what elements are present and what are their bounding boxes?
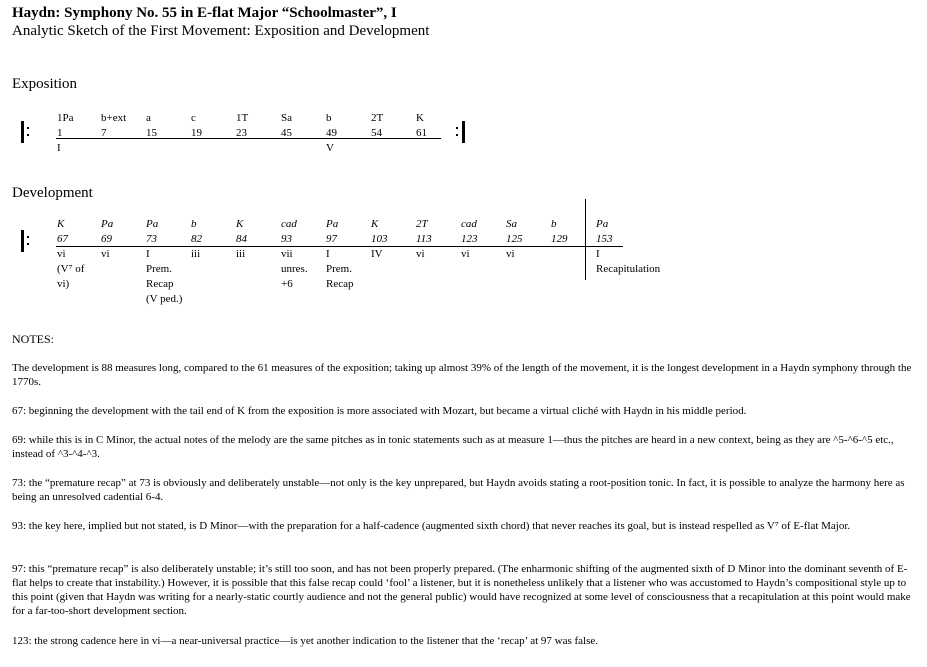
- measure-number: 84: [236, 233, 247, 245]
- section-label: b+ext: [101, 112, 127, 124]
- development-column: [281, 217, 308, 292]
- exposition-column: [416, 111, 427, 156]
- harmony-label: vi: [101, 248, 110, 260]
- key-label: [281, 141, 292, 156]
- exposition-column: [146, 111, 157, 156]
- note-paragraph: 97: this “premature recap” is also deliberately unstable; it’s still too soon, and has not been properly prepared. (The enharmonic shifting of the augmented sixth of D Minor into the dominant seventh of E-flat helps to create that instability.) However, it is possible that this false recap could ‘fool’ a listener, but it is nonetheless unlikely that a listener who was accustomed to Haydn’s compositional style up to this point (given that Haydn was writing for a nearly-static courtly audience and not the general public) would have recognized at some level of consciousness that a recapitulation at this point would make for a far-too-short development section.: [12, 563, 911, 617]
- section-label: b: [551, 218, 557, 230]
- measure-number: 49: [326, 127, 337, 139]
- section-label: Pa: [101, 218, 114, 230]
- harmony-label: iii: [236, 248, 246, 260]
- section-label: Pa: [146, 218, 159, 230]
- measure-number: 45: [281, 127, 292, 139]
- harmony-label: Recap: [326, 278, 354, 290]
- section-label: 2T: [416, 218, 428, 230]
- section-label: 1T: [236, 112, 249, 124]
- harmony-label: (V ped.): [146, 293, 183, 305]
- harmony-label: vi: [506, 248, 515, 260]
- page-subtitle: Analytic Sketch of the First Movement: Exposition and Development: [12, 23, 430, 39]
- development-column: [506, 217, 523, 262]
- section-label: Sa: [281, 112, 292, 124]
- note-paragraph: 123: the strong cadence here in vi—a near-universal practice—is yet another indication to the listener that the ‘recap’ at 97 was false.: [12, 635, 599, 647]
- development-column: [461, 217, 478, 262]
- exposition-column: [326, 111, 337, 156]
- note-paragraph: 67: beginning the development with the tail end of K from the exposition is more associated with Mozart, but became a virtual cliché with Haydn in his middle period.: [12, 405, 747, 417]
- development-column: [371, 217, 388, 262]
- harmony-label: vi): [57, 278, 70, 290]
- key-label: [101, 141, 126, 156]
- section-label: Pa: [326, 218, 339, 230]
- measure-number: 15: [146, 127, 157, 139]
- key-label: [416, 141, 427, 156]
- note-paragraph: 73: the “premature recap” at 73 is obviously and deliberately unstable—not only is the key unprepared, but Haydn avoids stating a root-position tonic. In fact, it is possible to analyze the harmony here as being an unresolved cadential 6-4.: [12, 477, 905, 503]
- section-label: cad: [281, 218, 297, 230]
- development-column: [57, 217, 84, 292]
- key-label: [191, 141, 202, 156]
- note-paragraph: 93: the key here, implied but not stated, is D Minor—with the preparation for a half-cadence (augmented sixth chord) that never reaches its goal, but is instead respelled as V⁷ of E-flat Major.: [12, 520, 851, 532]
- harmony-label: Prem.: [326, 263, 352, 275]
- harmony-label: vi: [416, 248, 425, 260]
- key-label: [146, 141, 157, 156]
- harmony-label: unres.: [281, 263, 308, 275]
- measure-number: 113: [416, 233, 432, 245]
- exposition-column: [191, 111, 202, 156]
- section-label: cad: [461, 218, 477, 230]
- exposition-heading: Exposition: [12, 76, 78, 92]
- exposition-column: [281, 111, 292, 156]
- harmony-label: Recap: [146, 278, 174, 290]
- page-title: Haydn: Symphony No. 55 in E-flat Major “Schoolmaster”, I: [12, 5, 397, 21]
- development-column: [236, 217, 247, 262]
- development-heading: Development: [12, 185, 93, 201]
- section-label: K: [416, 112, 424, 124]
- harmony-label: IV: [371, 248, 383, 260]
- measure-number: 1: [57, 127, 63, 139]
- harmony-label: I: [326, 248, 330, 260]
- measure-number: 103: [371, 233, 388, 245]
- harmony-label: vi: [57, 248, 66, 260]
- measure-number: 54: [371, 127, 382, 139]
- exposition-column: [101, 111, 126, 156]
- measure-number: 82: [191, 233, 202, 245]
- development-column: [146, 217, 182, 307]
- key-label: V: [326, 142, 334, 154]
- section-label: 1Pa: [57, 112, 74, 124]
- section-label: a: [146, 112, 151, 124]
- section-label: b: [191, 218, 197, 230]
- harmony-label: vi: [461, 248, 470, 260]
- exposition-column: [57, 111, 74, 156]
- section-label: K: [236, 218, 244, 230]
- measure-number: 129: [551, 233, 568, 245]
- section-label: Sa: [506, 218, 517, 230]
- measure-number: 19: [191, 127, 202, 139]
- section-label: K: [371, 218, 379, 230]
- section-label: c: [191, 112, 196, 124]
- measure-number: 23: [236, 127, 247, 139]
- measure-number: 69: [101, 233, 112, 245]
- development-column: [551, 217, 568, 247]
- measure-number: 153: [596, 233, 613, 245]
- section-label: Pa: [596, 218, 609, 230]
- notes-heading: NOTES:: [12, 332, 54, 346]
- harmony-label: +6: [281, 278, 293, 290]
- recapitulation-divider: [585, 199, 586, 280]
- measure-number: 125: [506, 233, 523, 245]
- measure-number: 61: [416, 127, 427, 139]
- measure-number: 7: [101, 127, 107, 139]
- development-column: [416, 217, 432, 262]
- measure-number: 97: [326, 233, 337, 245]
- note-paragraph: 69: while this is in C Minor, the actual notes of the melody are the same pitches as in tonic statements such as at measure 1—thus the pitches are heard in a new context, being as they are ^5-^6-^5 etc., instead of ^3-^4-^3.: [12, 434, 894, 460]
- harmony-label: vii: [281, 248, 293, 260]
- key-label: I: [57, 142, 61, 154]
- harmony-label: Prem.: [146, 263, 172, 275]
- key-label: [236, 141, 248, 156]
- development-column: [596, 217, 660, 277]
- development-column: [101, 217, 113, 262]
- section-label: K: [57, 218, 65, 230]
- measure-number: 73: [146, 233, 157, 245]
- harmony-label: Recapitulation: [596, 263, 661, 275]
- section-label: b: [326, 112, 332, 124]
- development-column: [191, 217, 202, 262]
- harmony-label: I: [596, 248, 600, 260]
- measure-number: 123: [461, 233, 478, 245]
- harmony-label: I: [146, 248, 150, 260]
- exposition-column: [236, 111, 248, 156]
- development-column: [326, 217, 353, 292]
- key-label: [371, 141, 383, 156]
- exposition-column: [371, 111, 383, 156]
- measure-number: 93: [281, 233, 292, 245]
- measure-number: 67: [57, 233, 68, 245]
- harmony-label: iii: [191, 248, 201, 260]
- section-label: 2T: [371, 112, 384, 124]
- harmony-label: (V⁷ of: [57, 263, 85, 275]
- note-paragraph: The development is 88 measures long, compared to the 61 measures of the exposition; taking up almost 39% of the length of the movement, it is the longest development in a Haydn symphony through the 1770s.: [12, 362, 912, 388]
